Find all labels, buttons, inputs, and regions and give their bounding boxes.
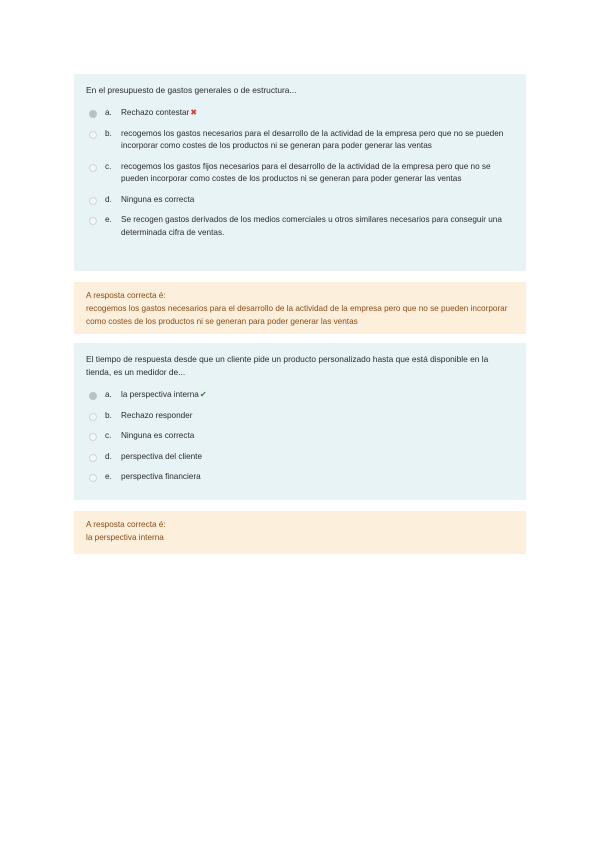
radio-button[interactable] bbox=[89, 474, 97, 482]
radio-button[interactable] bbox=[89, 197, 97, 205]
question-2-text: El tiempo de respuesta desde que un cliente pide un producto personalizado hasta que está disponible en la tienda, es un medidor de... bbox=[86, 354, 489, 377]
answer-text: Se recogen gastos derivados de los medios comerciales u otros similares necesarios para conseguir una determinada cifra de ventas. bbox=[121, 215, 502, 237]
answer-option[interactable] bbox=[86, 214, 514, 239]
feedback-2-box bbox=[74, 511, 526, 554]
question-1-text: En el presupuesto de gastos generales o de estructura... bbox=[86, 85, 297, 95]
radio-button[interactable] bbox=[89, 131, 97, 139]
answer-option[interactable] bbox=[86, 451, 514, 464]
feedback-title: A resposta correcta é: bbox=[86, 291, 166, 300]
answer-letter: c. bbox=[105, 431, 112, 440]
answer-text: recogemos los gastos fijos necesarios para el desarrollo de la actividad de la empresa pero que no se pueden incorporar como costes de los productos ni se generan para poder generar las ventas bbox=[121, 161, 491, 183]
feedback-1-box bbox=[74, 282, 526, 334]
radio-button[interactable] bbox=[89, 454, 97, 462]
answer-option[interactable] bbox=[86, 128, 514, 153]
radio-button[interactable] bbox=[89, 392, 97, 400]
radio-button[interactable] bbox=[89, 413, 97, 421]
answer-option[interactable] bbox=[86, 430, 514, 443]
answer-option[interactable] bbox=[86, 410, 514, 423]
answer-option[interactable] bbox=[86, 389, 514, 402]
answer-text: Rechazo responder bbox=[121, 410, 193, 420]
feedback-correct-answer: recogemos los gastos necesarios para el desarrollo de la actividad de la empresa pero que no se pueden incorporar como costes de los productos ni se generan para poder generar las ventas bbox=[86, 304, 508, 326]
answer-option[interactable] bbox=[86, 107, 514, 120]
answer-option[interactable] bbox=[86, 161, 514, 186]
answer-letter: a. bbox=[105, 390, 112, 399]
answer-text: perspectiva financiera bbox=[121, 472, 201, 481]
answer-option[interactable] bbox=[86, 194, 514, 207]
answer-text: perspectiva del cliente bbox=[121, 451, 203, 461]
radio-button[interactable] bbox=[89, 164, 97, 172]
answer-text: Rechazo contestar✖ bbox=[121, 108, 198, 117]
question-1-box bbox=[74, 74, 526, 271]
answer-option[interactable] bbox=[86, 471, 514, 484]
check-icon: ✔ bbox=[199, 390, 207, 399]
question-1-answers bbox=[86, 107, 514, 239]
answer-letter: b. bbox=[105, 410, 112, 420]
feedback-correct-answer: la perspectiva interna bbox=[86, 533, 164, 542]
radio-button[interactable] bbox=[89, 433, 97, 441]
feedback-title: A resposta correcta é: bbox=[86, 520, 166, 529]
answer-text: Ninguna es correcta bbox=[121, 431, 195, 440]
radio-button[interactable] bbox=[89, 217, 97, 225]
answer-letter: e. bbox=[105, 472, 112, 481]
answer-letter: c. bbox=[105, 161, 112, 171]
answer-text: la perspectiva interna✔ bbox=[121, 390, 207, 399]
radio-button[interactable] bbox=[89, 110, 97, 118]
answer-letter: d. bbox=[105, 451, 112, 461]
answer-text: Ninguna es correcta bbox=[121, 194, 195, 204]
answer-letter: a. bbox=[105, 108, 112, 117]
answer-letter: e. bbox=[105, 215, 112, 224]
answer-text: recogemos los gastos necesarios para el desarrollo de la actividad de la empresa pero que no se pueden incorporar como costes de los productos ni se generan para poder generar las ventas bbox=[121, 128, 504, 150]
answer-letter: d. bbox=[105, 194, 112, 204]
cross-icon: ✖ bbox=[190, 108, 198, 117]
question-2-box bbox=[74, 343, 526, 500]
question-2-answers bbox=[86, 389, 514, 484]
answer-letter: b. bbox=[105, 128, 112, 138]
